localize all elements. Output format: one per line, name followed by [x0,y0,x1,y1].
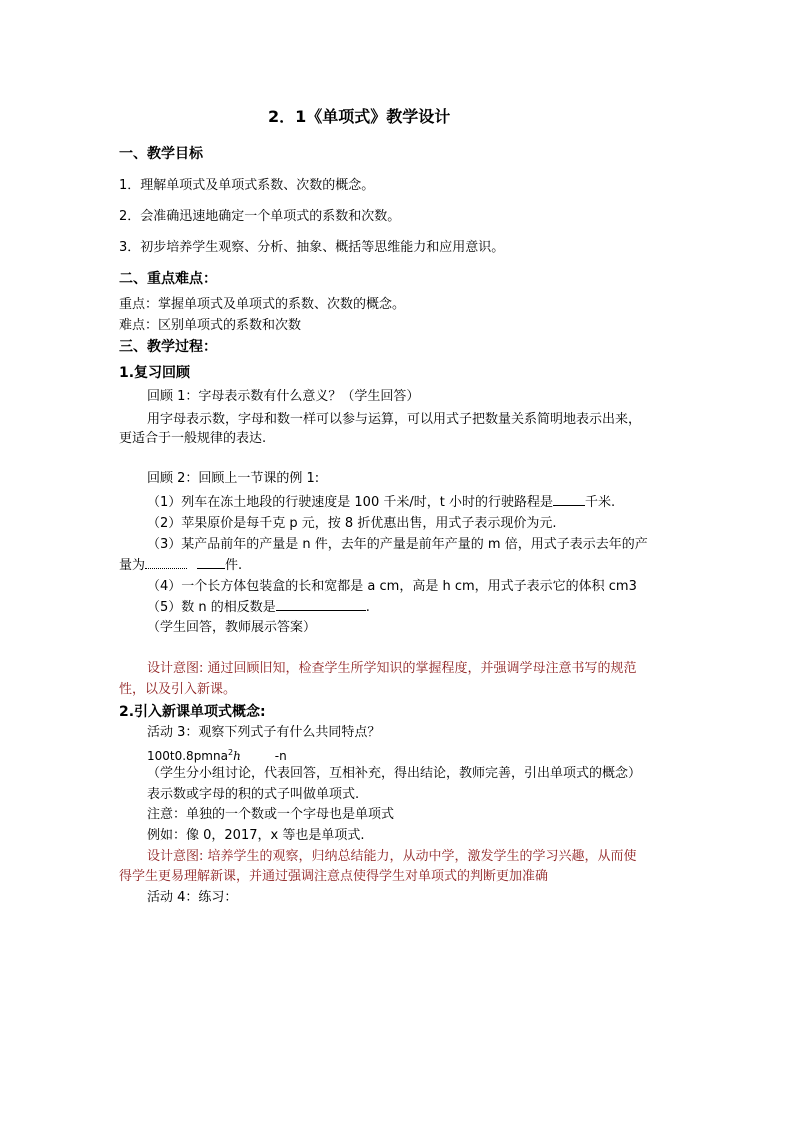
monomial-note: 注意：单独的一个数或一个字母也是单项式 [147,807,395,822]
answer-blank-3a [145,556,187,569]
section-heading-process: 三、教学过程： [119,339,217,355]
expression-exponent: 2 [227,748,234,757]
key-point-text: 重点：掌握单项式及单项式的系数、次数的概念。 [119,297,406,312]
question-1-text: （1）列车在冻土地段的行驶速度是 100 千米/时，t 小时的行驶路程是 [147,495,553,510]
objective-item-2: 2．会准确迅速地确定一个单项式的系数和次数。 [119,209,401,224]
question-3-line-2 [119,556,242,575]
section-heading-key-points: 二、重点难点： [119,271,217,287]
question-5 [147,598,370,617]
question-3-line-1: （3）某产品前年的产量是 n 件，去年的产量是前年产量的 m 倍，用式子表示去年的产 [147,537,648,552]
expression-main: 100t0.8pmna [147,749,228,763]
review-2-heading: 回顾 2：回顾上一节课的例 1: [147,471,320,486]
discussion-note: （学生分小组讨论，代表回答，互相补充，得出结论，教师完善，引出单项式的概念） [147,766,642,781]
design-intent-1-line-1: 设计意图: 通过回顾旧知，检查学生所学知识的掌握程度，并强调学母注意书写的规范 [147,661,637,676]
expression-variable-h: h [233,749,241,763]
question-5-end: . [365,600,370,615]
answer-blank-5b [310,598,366,611]
monomial-example: 例如：像 0，2017，x 等也是单项式. [147,828,365,843]
subheading-new-lesson: 2.引入新课单项式概念: [119,704,266,720]
expression-negative-n: -n [274,749,287,763]
answer-blank-5a [276,598,306,611]
design-intent-2-line-2: 得学生更易理解新课，并通过强调注意点使得学生对单项式的判断更加准确 [119,869,549,884]
design-intent-1-line-2: 性，以及引入新课。 [119,682,237,697]
review-1-paragraph-line-1: 用字母表示数，字母和数一样可以参与运算，可以用式子把数量关系简明地表示出来， [147,412,642,427]
question-2: （2）苹果原价是每千克 p 元，按 8 折优惠出售，用式子表示现价为元. [147,516,557,531]
question-1 [147,493,615,512]
expression-list [147,744,287,765]
activity-3-question: 活动 3：观察下列式子有什么共同特点？ [147,725,381,740]
monomial-definition: 表示数或字母的积的式子叫做单项式. [147,787,360,802]
answer-note: （学生回答，教师展示答案） [147,620,317,635]
question-4: （4）一个长方体包装盒的长和宽都是 a cm，高是 h cm，用式子表示它的体积 cm3 [147,579,637,594]
question-3-prefix: 量为 [119,558,146,573]
question-5-text: （5）数 n 的相反数是 [147,600,276,615]
objective-item-1: 1．理解单项式及单项式系数、次数的概念。 [119,178,375,193]
page-title: 2．1《单项式》教学设计 [268,107,451,126]
section-heading-objectives: 一、教学目标 [119,146,203,162]
question-3-unit: 件. [225,558,243,573]
answer-blank-3b [197,556,225,569]
objective-item-3: 3．初步培养学生观察、分析、抽象、概括等思维能力和应用意识。 [119,240,505,255]
answer-blank-1 [553,493,585,506]
question-1-unit: 千米. [584,495,616,510]
subheading-review: 1.复习回顾 [119,365,191,381]
review-1-question: 回顾 1：字母表示数有什么意义？（学生回答） [147,389,420,404]
design-intent-2-line-1: 设计意图: 培养学生的观察，归纳总结能力，从动中学，激发学生的学习兴趣，从而使 [147,849,637,864]
difficulty-text: 难点：区别单项式的系数和次数 [119,318,302,333]
activity-4-heading: 活动 4：练习： [147,890,238,905]
review-1-paragraph-line-2: 更适合于一般规律的表达. [119,431,267,446]
